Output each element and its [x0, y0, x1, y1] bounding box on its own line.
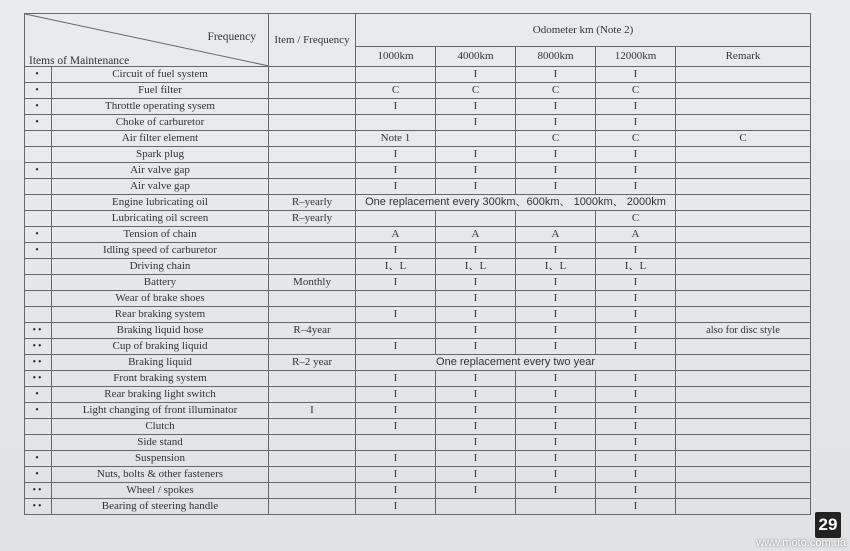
- item-cell: Idling speed of carburetor: [52, 243, 269, 259]
- mark-cell: ••: [25, 323, 52, 339]
- mark-cell: •: [25, 115, 52, 131]
- frequency-cell: [269, 259, 356, 275]
- value-cell-12000km: I: [596, 419, 676, 435]
- item-cell: Bearing of steering handle: [52, 499, 269, 515]
- value-cell-8000km: I: [516, 451, 596, 467]
- value-cell-8000km: I: [516, 243, 596, 259]
- table-row: [25, 67, 811, 83]
- col-header-4000km: 4000km: [436, 47, 516, 67]
- mark-cell: [25, 179, 52, 195]
- frequency-cell: [269, 435, 356, 451]
- mark-cell: ••: [25, 339, 52, 355]
- item-cell: Driving chain: [52, 259, 269, 275]
- frequency-cell: [269, 147, 356, 163]
- remark-header: Remark: [676, 47, 811, 67]
- table-row: [25, 403, 811, 419]
- mark-cell: •: [25, 67, 52, 83]
- item-cell: Nuts, bolts & other fasteners: [52, 467, 269, 483]
- value-cell-4000km: A: [436, 227, 516, 243]
- item-cell: Rear braking system: [52, 307, 269, 323]
- frequency-cell: R–4year: [269, 323, 356, 339]
- frequency-label: Frequency: [207, 31, 256, 43]
- table-row: [25, 99, 811, 115]
- value-cell-12000km: I: [596, 163, 676, 179]
- table-row: [25, 339, 811, 355]
- value-cell-12000km: I: [596, 99, 676, 115]
- remark-cell: [676, 371, 811, 387]
- mark-cell: [25, 259, 52, 275]
- frequency-cell: [269, 291, 356, 307]
- remark-cell: [676, 227, 811, 243]
- value-cell-1000km: I: [356, 371, 436, 387]
- value-cell-1000km: A: [356, 227, 436, 243]
- mark-cell: •: [25, 387, 52, 403]
- header-row-top: [25, 14, 811, 47]
- value-cell-4000km: I、L: [436, 259, 516, 275]
- table-row: [25, 371, 811, 387]
- value-cell-12000km: I: [596, 387, 676, 403]
- table-row: [25, 451, 811, 467]
- value-cell-12000km: I: [596, 499, 676, 515]
- item-cell: Throttle operating sysem: [52, 99, 269, 115]
- value-cell-4000km: I: [436, 307, 516, 323]
- value-cell-8000km: I: [516, 179, 596, 195]
- remark-cell: [676, 243, 811, 259]
- item-cell: Side stand: [52, 435, 269, 451]
- remark-cell: [676, 259, 811, 275]
- table-row: [25, 259, 811, 275]
- mark-cell: •: [25, 451, 52, 467]
- col-header-12000km: 12000km: [596, 47, 676, 67]
- value-cell-1000km: I: [356, 483, 436, 499]
- value-cell-12000km: I: [596, 451, 676, 467]
- table-row: [25, 323, 811, 339]
- value-cell-1000km: I: [356, 403, 436, 419]
- table-row: [25, 163, 811, 179]
- item-cell: Rear braking light switch: [52, 387, 269, 403]
- frequency-cell: [269, 115, 356, 131]
- table-row: [25, 83, 811, 99]
- table-row: [25, 275, 811, 291]
- col-header-1000km: 1000km: [356, 47, 436, 67]
- frequency-cell: [269, 307, 356, 323]
- value-cell-8000km: C: [516, 83, 596, 99]
- remark-cell: [676, 291, 811, 307]
- value-cell-12000km: C: [596, 131, 676, 147]
- mark-cell: ••: [25, 371, 52, 387]
- value-cell-8000km: I、L: [516, 259, 596, 275]
- value-cell-1000km: I: [356, 163, 436, 179]
- remark-cell: [676, 307, 811, 323]
- value-cell-1000km: I: [356, 147, 436, 163]
- value-cell-1000km: [356, 435, 436, 451]
- remark-cell: [676, 499, 811, 515]
- frequency-cell: R–2 year: [269, 355, 356, 371]
- table-row: [25, 227, 811, 243]
- remark-cell: [676, 339, 811, 355]
- table-row: [25, 195, 811, 211]
- value-cell-8000km: I: [516, 371, 596, 387]
- value-cell-1000km: I: [356, 179, 436, 195]
- value-cell-12000km: I: [596, 275, 676, 291]
- item-cell: Air valve gap: [52, 179, 269, 195]
- value-cell-12000km: I: [596, 467, 676, 483]
- page-number: 29: [815, 512, 841, 538]
- value-cell-4000km: I: [436, 419, 516, 435]
- mark-cell: [25, 419, 52, 435]
- value-cell-1000km: I: [356, 499, 436, 515]
- value-cell-4000km: [436, 499, 516, 515]
- value-cell-4000km: I: [436, 67, 516, 83]
- remark-cell: [676, 163, 811, 179]
- remark-cell: [676, 435, 811, 451]
- mark-cell: [25, 195, 52, 211]
- item-frequency-header: Item / Frequency: [269, 14, 356, 67]
- table-row: [25, 499, 811, 515]
- value-cell-12000km: I: [596, 339, 676, 355]
- item-cell: Fuel filter: [52, 83, 269, 99]
- maintenance-table: [24, 13, 811, 515]
- mark-cell: [25, 291, 52, 307]
- value-cell-1000km: I: [356, 387, 436, 403]
- remark-cell: [676, 147, 811, 163]
- mark-cell: ••: [25, 499, 52, 515]
- value-cell-12000km: I: [596, 483, 676, 499]
- remark-cell: [676, 179, 811, 195]
- value-cell-8000km: I: [516, 291, 596, 307]
- value-cell-4000km: I: [436, 467, 516, 483]
- value-cell-1000km: [356, 211, 436, 227]
- remark-cell: [676, 195, 811, 211]
- frequency-cell: R–yearly: [269, 211, 356, 227]
- mark-cell: •: [25, 227, 52, 243]
- table-row: [25, 467, 811, 483]
- value-cell-4000km: I: [436, 275, 516, 291]
- value-cell-1000km: I: [356, 307, 436, 323]
- value-cell-12000km: I: [596, 179, 676, 195]
- mark-cell: •: [25, 467, 52, 483]
- value-cell-8000km: I: [516, 323, 596, 339]
- item-cell: Front braking system: [52, 371, 269, 387]
- frequency-cell: R–yearly: [269, 195, 356, 211]
- remark-cell: [676, 83, 811, 99]
- value-cell-4000km: I: [436, 339, 516, 355]
- value-cell-4000km: [436, 131, 516, 147]
- col-header-8000km: 8000km: [516, 47, 596, 67]
- remark-cell: C: [676, 131, 811, 147]
- value-cell-12000km: I: [596, 67, 676, 83]
- value-cell-12000km: I: [596, 115, 676, 131]
- value-cell-8000km: [516, 499, 596, 515]
- value-cell-8000km: I: [516, 99, 596, 115]
- items-of-maintenance-label: Items of Maintenance: [29, 55, 130, 67]
- table-row: [25, 211, 811, 227]
- header-diagonal-cell: [25, 14, 269, 67]
- frequency-cell: [269, 467, 356, 483]
- remark-cell: [676, 115, 811, 131]
- value-cell-12000km: I: [596, 323, 676, 339]
- table-row: [25, 307, 811, 323]
- item-cell: Battery: [52, 275, 269, 291]
- table-row: [25, 419, 811, 435]
- value-cell-1000km: I: [356, 467, 436, 483]
- value-cell-1000km: I: [356, 243, 436, 259]
- value-cell-8000km: I: [516, 275, 596, 291]
- value-cell-4000km: I: [436, 243, 516, 259]
- value-cell-4000km: I: [436, 483, 516, 499]
- value-cell-1000km: I: [356, 275, 436, 291]
- value-cell-8000km: I: [516, 435, 596, 451]
- value-cell-4000km: I: [436, 435, 516, 451]
- mark-cell: [25, 147, 52, 163]
- table-row: [25, 291, 811, 307]
- mark-cell: ••: [25, 483, 52, 499]
- mark-cell: [25, 211, 52, 227]
- value-cell-4000km: I: [436, 323, 516, 339]
- value-cell-12000km: I: [596, 371, 676, 387]
- item-cell: Light changing of front illuminator: [52, 403, 269, 419]
- remark-cell: [676, 483, 811, 499]
- item-cell: Clutch: [52, 419, 269, 435]
- value-cell-4000km: I: [436, 163, 516, 179]
- remark-cell: [676, 387, 811, 403]
- item-cell: Choke of carburetor: [52, 115, 269, 131]
- table-row: [25, 435, 811, 451]
- remark-cell: [676, 67, 811, 83]
- value-cell-1000km: [356, 115, 436, 131]
- remark-cell: also for disc style: [676, 323, 811, 339]
- item-cell: Spark plug: [52, 147, 269, 163]
- table-row: [25, 179, 811, 195]
- table-row: [25, 115, 811, 131]
- value-cell-1000km: I: [356, 99, 436, 115]
- item-cell: Wheel / spokes: [52, 483, 269, 499]
- value-cell-1000km: I、L: [356, 259, 436, 275]
- value-cell-8000km: [516, 211, 596, 227]
- remark-cell: [676, 419, 811, 435]
- value-cell-4000km: I: [436, 115, 516, 131]
- mark-cell: •: [25, 403, 52, 419]
- mark-cell: [25, 131, 52, 147]
- mark-cell: [25, 307, 52, 323]
- value-cell-8000km: I: [516, 419, 596, 435]
- table-row: [25, 387, 811, 403]
- mark-cell: •: [25, 83, 52, 99]
- value-cell-4000km: I: [436, 179, 516, 195]
- mark-cell: ••: [25, 355, 52, 371]
- mark-cell: •: [25, 243, 52, 259]
- remark-cell: [676, 275, 811, 291]
- value-cell-8000km: A: [516, 227, 596, 243]
- value-cell-4000km: [436, 211, 516, 227]
- frequency-cell: [269, 499, 356, 515]
- table-row: [25, 355, 811, 371]
- table-row: [25, 131, 811, 147]
- frequency-cell: [269, 227, 356, 243]
- value-cell-1000km: [356, 291, 436, 307]
- value-cell-12000km: I: [596, 435, 676, 451]
- frequency-cell: [269, 83, 356, 99]
- value-cell-8000km: I: [516, 387, 596, 403]
- item-cell: Air valve gap: [52, 163, 269, 179]
- value-cell-12000km: I: [596, 243, 676, 259]
- frequency-cell: [269, 243, 356, 259]
- value-cell-8000km: C: [516, 131, 596, 147]
- frequency-cell: [269, 163, 356, 179]
- item-cell: Suspension: [52, 451, 269, 467]
- frequency-cell: [269, 371, 356, 387]
- value-cell-4000km: I: [436, 147, 516, 163]
- odometer-header: Odometer km (Note 2): [356, 14, 811, 47]
- value-cell-8000km: I: [516, 163, 596, 179]
- value-cell-8000km: I: [516, 403, 596, 419]
- frequency-cell: [269, 339, 356, 355]
- frequency-cell: [269, 99, 356, 115]
- value-cell-1000km: [356, 323, 436, 339]
- value-cell-12000km: C: [596, 211, 676, 227]
- item-cell: Braking liquid: [52, 355, 269, 371]
- value-cell-4000km: I: [436, 99, 516, 115]
- value-cell-1000km: I: [356, 419, 436, 435]
- table-row: [25, 243, 811, 259]
- item-cell: Wear of brake shoes: [52, 291, 269, 307]
- value-cell-8000km: I: [516, 467, 596, 483]
- value-cell-12000km: I: [596, 307, 676, 323]
- remark-cell: [676, 467, 811, 483]
- note-cell: One replacement every 300km、600km、 1000km、 2000km: [356, 195, 676, 211]
- value-cell-4000km: I: [436, 387, 516, 403]
- value-cell-12000km: I: [596, 403, 676, 419]
- remark-cell: [676, 211, 811, 227]
- value-cell-1000km: [356, 67, 436, 83]
- remark-cell: [676, 403, 811, 419]
- value-cell-1000km: I: [356, 451, 436, 467]
- table-row: [25, 483, 811, 499]
- mark-cell: •: [25, 99, 52, 115]
- item-cell: Engine lubricating oil: [52, 195, 269, 211]
- value-cell-8000km: I: [516, 483, 596, 499]
- value-cell-8000km: I: [516, 339, 596, 355]
- value-cell-1000km: C: [356, 83, 436, 99]
- note-cell: One replacement every two year: [356, 355, 676, 371]
- table-row: [25, 147, 811, 163]
- mark-cell: •: [25, 163, 52, 179]
- value-cell-12000km: I、L: [596, 259, 676, 275]
- watermark: www.moto.com.ua: [756, 537, 846, 549]
- value-cell-4000km: I: [436, 291, 516, 307]
- frequency-cell: I: [269, 403, 356, 419]
- item-cell: Air filter element: [52, 131, 269, 147]
- value-cell-8000km: I: [516, 67, 596, 83]
- value-cell-4000km: I: [436, 371, 516, 387]
- item-cell: Lubricating oil screen: [52, 211, 269, 227]
- value-cell-12000km: A: [596, 227, 676, 243]
- remark-cell: [676, 355, 811, 371]
- value-cell-4000km: I: [436, 403, 516, 419]
- frequency-cell: [269, 419, 356, 435]
- remark-cell: [676, 99, 811, 115]
- value-cell-8000km: I: [516, 115, 596, 131]
- frequency-cell: [269, 67, 356, 83]
- value-cell-1000km: Note 1: [356, 131, 436, 147]
- frequency-cell: [269, 131, 356, 147]
- value-cell-12000km: I: [596, 147, 676, 163]
- frequency-cell: [269, 179, 356, 195]
- item-cell: Circuit of fuel system: [52, 67, 269, 83]
- value-cell-1000km: I: [356, 339, 436, 355]
- mark-cell: [25, 275, 52, 291]
- item-cell: Cup of braking liquid: [52, 339, 269, 355]
- value-cell-12000km: I: [596, 291, 676, 307]
- value-cell-8000km: I: [516, 147, 596, 163]
- value-cell-8000km: I: [516, 307, 596, 323]
- value-cell-4000km: C: [436, 83, 516, 99]
- frequency-cell: [269, 483, 356, 499]
- frequency-cell: Monthly: [269, 275, 356, 291]
- item-cell: Braking liquid hose: [52, 323, 269, 339]
- remark-cell: [676, 451, 811, 467]
- value-cell-4000km: I: [436, 451, 516, 467]
- frequency-cell: [269, 387, 356, 403]
- frequency-cell: [269, 451, 356, 467]
- value-cell-12000km: C: [596, 83, 676, 99]
- item-cell: Tension of chain: [52, 227, 269, 243]
- mark-cell: [25, 435, 52, 451]
